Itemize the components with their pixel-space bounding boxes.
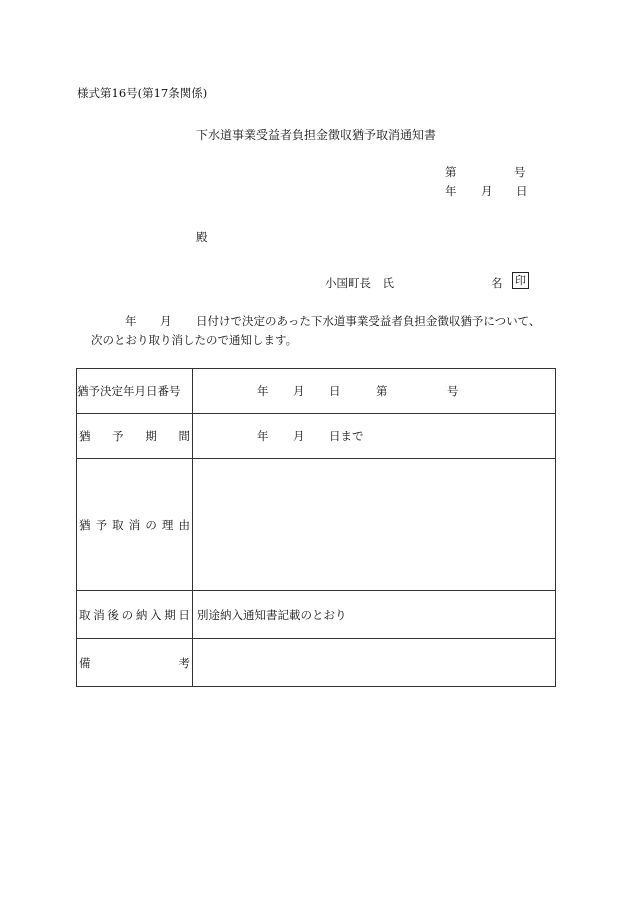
- value-deferral-period: [193, 414, 556, 459]
- table-row: [77, 414, 556, 459]
- table-row: [77, 591, 556, 639]
- notice-table: [76, 368, 556, 687]
- number-go-label: 号: [447, 384, 459, 398]
- label-deferral-period: [77, 414, 193, 459]
- label-char: 納: [135, 607, 148, 622]
- label-char: 猶: [79, 429, 91, 443]
- body-text-line1: 日付けで決定のあった下水道事業受益者負担金徴収猶予について、: [196, 314, 541, 328]
- value-remarks: [193, 639, 556, 687]
- label-char: 入: [150, 607, 162, 622]
- body-year: 年: [125, 314, 137, 328]
- body-text-line2: 次のとおり取り消したので通知します。: [91, 333, 298, 347]
- label-char: 消: [93, 607, 105, 622]
- doc-date-month: 月: [481, 184, 493, 198]
- label-char: 期: [145, 429, 157, 443]
- form-number: 様式第16号(第17条関係): [77, 86, 208, 100]
- addressee-honorific: 殿: [196, 230, 208, 244]
- value-cancellation-reason: [193, 459, 556, 591]
- label-char: 期: [164, 607, 176, 622]
- label-text: 猶予決定年月日番号: [77, 384, 181, 398]
- doc-date-year: 年: [445, 184, 457, 198]
- label-char: 後: [107, 607, 119, 622]
- label-cancellation-reason: [77, 459, 193, 591]
- label-spread: [77, 428, 192, 444]
- label-char: 由: [178, 517, 190, 532]
- label-char: 予: [95, 517, 108, 532]
- document-title: 下水道事業受益者負担金徴収猶予取消通知書: [196, 128, 437, 142]
- label-char: 理: [161, 517, 174, 532]
- label-char: 考: [178, 655, 190, 670]
- label-char: 猶: [79, 517, 91, 532]
- label-spread: [77, 517, 192, 533]
- seal-stamp-box: 印: [512, 272, 529, 289]
- label-char: 予: [112, 429, 124, 443]
- doc-number-go: 号: [514, 165, 526, 179]
- label-payment-due-after: [77, 591, 193, 639]
- number-dai-label: 第: [376, 384, 388, 398]
- year-label: 年: [257, 429, 269, 443]
- label-decision-date-number: [77, 369, 193, 414]
- table-row: [77, 369, 556, 414]
- month-label: 月: [293, 384, 305, 398]
- label-char: 取: [112, 517, 124, 532]
- day-label: 日: [329, 384, 341, 398]
- issuer-title: 小国町長 氏: [325, 276, 394, 290]
- label-spread: [77, 655, 192, 671]
- issuer-name-mei: 名: [491, 276, 503, 290]
- label-remarks: [77, 639, 193, 687]
- doc-date-day: 日: [516, 184, 528, 198]
- label-char: の: [121, 607, 134, 622]
- label-char: 消: [128, 517, 141, 532]
- label-char: の: [145, 517, 157, 532]
- day-until-label: 日まで: [329, 429, 364, 443]
- label-char: 日: [178, 607, 190, 622]
- label-spread: [77, 607, 192, 623]
- month-label: 月: [293, 429, 305, 443]
- value-payment-due-after: [193, 591, 556, 639]
- payment-due-text: 別途納入通知書記載のとおり: [197, 607, 347, 622]
- table-row: [77, 459, 556, 591]
- doc-number-dai: 第: [445, 165, 457, 179]
- label-char: 備: [79, 655, 91, 670]
- body-month: 月: [160, 314, 172, 328]
- table-row: [77, 639, 556, 687]
- year-label: 年: [257, 384, 269, 398]
- value-decision-date-number: [193, 369, 556, 414]
- label-char: 間: [178, 429, 190, 443]
- label-char: 取: [79, 607, 91, 622]
